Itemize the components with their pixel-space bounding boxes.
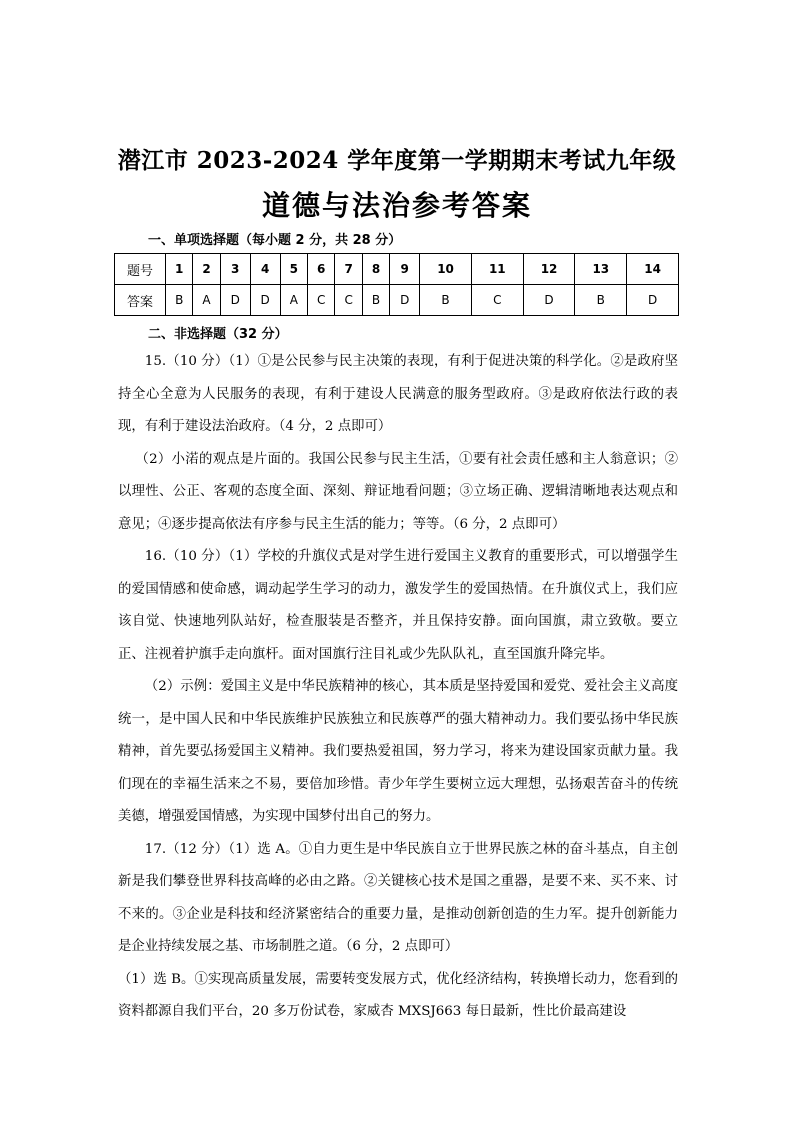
document-title-line1: 潜江市 2023-2024 学年度第一学期期末考试九年级 [117, 147, 677, 174]
document-title-line2: 道德与法治参考答案 [261, 189, 532, 222]
answer-table [114, 253, 679, 316]
answer-cell: A [193, 285, 220, 316]
answer-paragraph-q17-1: 17.（12 分）（1）选 A。①自力更生是中华民族自立于世界民族之林的奋斗基点，自主创新是我们攀登世界科技高峰的必由之路。②关键核心技术是国之重器，是要不来、买不来、讨不来的。③企业是科技和经济紧密结合的重要力量，是推动创新创造的生力军。提升创新能力是企业持续发展之基、市场制胜之道。（6 分，2 点即可） [118, 841, 678, 954]
answer-cell: C [335, 285, 362, 316]
answer-cell: A [280, 285, 307, 316]
section1-heading: 一、单项选择题（每小题 2 分，共 28 分） [148, 233, 402, 248]
answer-paragraph-q16-2: （2）示例：爱国主义是中华民族精神的核心，其本质是坚持爱国和爱党、爱社会主义高度统一，是中国人民和中华民族维护民族独立和民族尊严的强大精神动力。我们要弘扬中华民族精神，首先要弘扬爱国主义精神。我们要热爱祖国，努力学习，将来为建设国家贡献力量。我们现在的幸福生活来之不易，要倍加珍惜。青少年学生要树立远大理想，弘扬艰苦奋斗的传统美德，增强爱国情感，为实现中国梦付出自己的努力。 [118, 679, 678, 824]
question-number-cell: 12 [523, 254, 575, 285]
question-number-cell: 11 [471, 254, 523, 285]
answer-cell: D [390, 285, 420, 316]
question-number-cell: 4 [250, 254, 280, 285]
question-number-cell: 7 [335, 254, 362, 285]
question-number-cell: 13 [575, 254, 627, 285]
question-number-cell: 6 [307, 254, 334, 285]
answer-cell: C [307, 285, 334, 316]
answer-paragraph-q15-2: （2）小渃的观点是片面的。我国公民参与民主生活，①要有社会责任感和主人翁意识；②以理性、公正、客观的态度全面、深刻、辩证地看问题；③立场正确、逻辑清晰地表达观点和意见；④逐步提高依法有序参与民主生活的能力；等等。（6 分，2 点即可） [118, 451, 678, 532]
answer-cell: B [575, 285, 627, 316]
answer-cell: B [166, 285, 193, 316]
question-number-row [115, 254, 679, 285]
question-number-cell: 14 [627, 254, 679, 285]
question-number-cell: 2 [193, 254, 220, 285]
answer-cell: B [362, 285, 389, 316]
answer-paragraph-q17-2: （1）选 B。①实现高质量发展，需要转变发展方式，优化经济结构，转换增长动力，您看到的资料都源自我们平台，20 多万份试卷，家威杏 MXSJ663 每日最新，性比价最高建设 [118, 971, 678, 1019]
answer-cell: B [420, 285, 472, 316]
question-number-cell: 3 [220, 254, 250, 285]
answer-cell: D [250, 285, 280, 316]
answer-body [118, 346, 678, 1029]
answer-cell: D [523, 285, 575, 316]
answer-paragraph-q15-1: 15.（10 分）（1）①是公民参与民主决策的表现，有利于促进决策的科学化。②是政府坚持全心全意为人民服务的表现，有利于建设人民满意的服务型政府。③是政府依法行政的表现，有利于建设法治政府。（4 分，2 点即可） [118, 354, 678, 434]
answer-cell: C [471, 285, 523, 316]
question-number-cell: 5 [280, 254, 307, 285]
section2-heading: 二、非选择题（32 分） [148, 327, 288, 342]
answer-cell: D [220, 285, 250, 316]
question-number-cell: 8 [362, 254, 389, 285]
question-number-cell: 9 [390, 254, 420, 285]
row-label-answer: 答案 [115, 285, 166, 316]
row-label-number: 题号 [115, 254, 166, 285]
question-number-cell: 1 [166, 254, 193, 285]
question-number-cell: 10 [420, 254, 472, 285]
answer-row [115, 285, 679, 316]
answer-cell: D [627, 285, 679, 316]
answer-paragraph-q16-1: 16.（10 分）（1）学校的升旗仪式是对学生进行爱国主义教育的重要形式，可以增强学生的爱国情感和使命感，调动起学生学习的动力，激发学生的爱国热情。在升旗仪式上，我们应该自觉、快速地列队站好，检查服装是否整齐，并且保持安静。面向国旗，肃立致敬。要立正、注视着护旗手走向旗杆。面对国旗行注目礼或少先队队礼，直至国旗升降完毕。 [118, 549, 678, 662]
